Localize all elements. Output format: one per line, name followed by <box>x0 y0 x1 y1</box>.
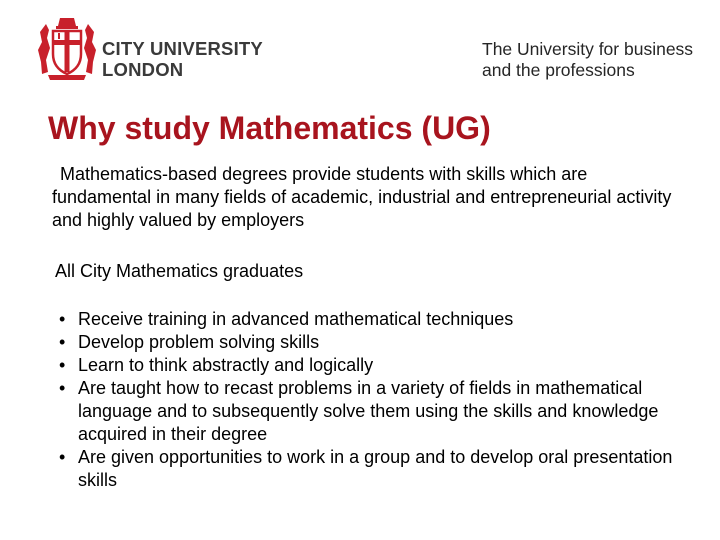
bullet-text: Are taught how to recast problems in a variety of fields in mathematical language and to subsequently solve them using the skills and knowledge acquired in their degree <box>78 378 659 444</box>
university-tagline <box>482 39 693 81</box>
bullet-icon: • <box>59 447 66 467</box>
bullet-icon: • <box>59 378 66 398</box>
tagline-line2: and the professions <box>482 60 635 80</box>
graduate-bullet-list <box>56 308 676 492</box>
intro-rest: fundamental in many fields of academic, industrial and entrepreneurial activity and highly valued by employers <box>52 187 672 230</box>
city-university-crest-icon <box>36 14 98 82</box>
list-item <box>56 377 676 446</box>
list-item <box>56 354 676 377</box>
bullet-icon: • <box>59 332 66 352</box>
bullet-text: Learn to think abstractly and logically <box>78 355 374 375</box>
graduates-lead: All City Mathematics graduates <box>55 261 304 281</box>
intro-line1: Mathematics-based degrees provide students with skills which are <box>60 164 588 184</box>
bullet-text: Receive training in advanced mathematical techniques <box>78 309 514 329</box>
bullet-text: Develop problem solving skills <box>78 332 320 352</box>
university-name-line1: CITY UNIVERSITY <box>102 38 263 59</box>
bullet-text: Are given opportunities to work in a group and to develop oral presentation skills <box>78 447 673 490</box>
bullet-icon: • <box>59 355 66 375</box>
university-name-line2: LONDON <box>102 59 184 80</box>
list-item <box>56 446 676 492</box>
tagline-line1: The University for business <box>482 39 694 59</box>
slide-title: Why study Mathematics (UG) <box>48 110 491 146</box>
bullet-icon: • <box>59 309 66 329</box>
list-item <box>56 308 676 331</box>
university-name <box>102 38 263 80</box>
list-item <box>56 331 676 354</box>
intro-paragraph <box>52 163 692 232</box>
